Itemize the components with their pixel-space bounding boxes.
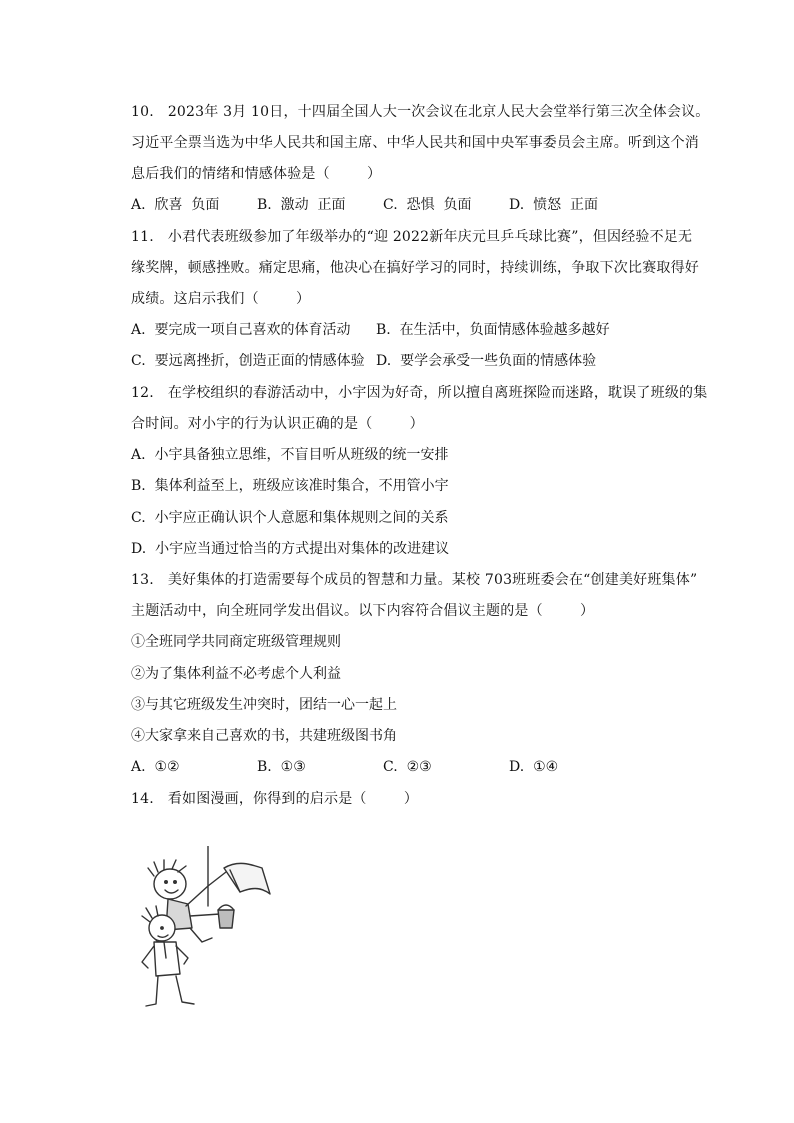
q11-stem-line-3: 成绩。这启示我们（ ）	[131, 291, 311, 307]
q13-item-2: ②为了集体利益不必考虑个人利益	[131, 666, 341, 682]
bottom-child-eye	[161, 927, 163, 929]
bottom-child-shirt	[154, 942, 180, 976]
q12-option-a: A. 小宇具备独立思维，不盲目听从班级的统一安排	[131, 447, 449, 463]
q12-stem-line-2: 合时间。对小宇的行为认识正确的是（ ）	[131, 416, 424, 432]
cartoon-illustration	[128, 846, 278, 1016]
q13-item-1: ①全班同学共同商定班级管理规则	[131, 634, 341, 650]
q10-option-a: A. 欣喜 负面	[131, 197, 220, 213]
q14-stem-line-1: 14. 看如图漫画，你得到的启示是（ ）	[131, 791, 419, 807]
q12-option-d: D. 小宇应当通过恰当的方式提出对集体的改进建议	[131, 541, 450, 557]
q13-stem-line-1: 13. 美好集体的打造需要每个成员的智慧和力量。某校 703班班委会在“创建美好班集体”	[131, 572, 698, 588]
paste-bucket	[218, 910, 234, 928]
q10-option-c: C. 恐惧 负面	[383, 197, 472, 213]
q11-option-b: B. 在生活中，负面情感体验越多越好	[376, 322, 610, 338]
q12-stem-line-1: 12. 在学校组织的春游活动中，小宇因为好奇，所以擅自离班探险而迷路，耽误了班级的集	[131, 385, 708, 401]
top-child-eye	[174, 881, 177, 884]
top-child-eye	[165, 881, 168, 884]
q13-option-d: D. ①④	[509, 759, 559, 775]
bottom-child-leg	[146, 976, 158, 1006]
q13-item-4: ④大家拿来自己喜欢的书，共建班级图书角	[131, 728, 397, 744]
q10-option-d: D. 愤怒 正面	[509, 197, 598, 213]
q10-stem-line-1: 10. 2023年 3月 10日，十四届全国人大一次会议在北京人民大会堂举行第三次全体会议。	[131, 104, 710, 120]
q10-stem-line-3: 息后我们的情绪和情感体验是（ ）	[131, 166, 382, 182]
q10-option-b: B. 激动 正面	[257, 197, 346, 213]
bottom-child-arm	[142, 946, 154, 968]
q13-option-c: C. ②③	[383, 759, 432, 775]
q11-option-a: A. 要完成一项自己喜欢的体育活动	[131, 322, 351, 338]
q11-stem-line-2: 缘奖牌，顿感挫败。痛定思痛，他决心在搞好学习的同时，持续训练，争取下次比赛取得好	[131, 260, 699, 276]
q10-stem-line-2: 习近平全票当选为中华人民共和国主席、中华人民共和国中央军事委员会主席。听到这个消	[131, 135, 699, 151]
top-child-arm	[186, 872, 226, 906]
q13-option-a: A. ①②	[131, 759, 180, 775]
top-child-arm-2	[190, 914, 220, 916]
bottom-child-leg	[176, 976, 194, 1004]
q11-option-d: D. 要学会承受一些负面的情感体验	[376, 353, 597, 369]
q12-option-b: B. 集体利益至上，班级应该准时集合，不用管小宇	[131, 478, 449, 494]
q11-option-c: C. 要远离挫折，创造正面的情感体验	[131, 353, 365, 369]
bucket-handle	[218, 905, 234, 910]
top-child-head	[154, 869, 186, 899]
q12-option-c: C. 小宇应正确认识个人意愿和集体规则之间的关系	[131, 510, 449, 526]
top-child-leg	[190, 928, 212, 942]
q13-item-3: ③与其它班级发生冲突时，团结一心一起上	[131, 697, 397, 713]
q13-option-b: B. ①③	[257, 759, 306, 775]
q13-stem-line-2: 主题活动中，向全班同学发出倡议。以下内容符合倡议主题的是（ ）	[131, 603, 595, 619]
banner-ribbon	[224, 863, 270, 894]
q11-stem-line-1: 11. 小君代表班级参加了年级举办的“迎 2022新年庆元旦乒乓球比赛”，但因经验不足无	[131, 229, 693, 245]
